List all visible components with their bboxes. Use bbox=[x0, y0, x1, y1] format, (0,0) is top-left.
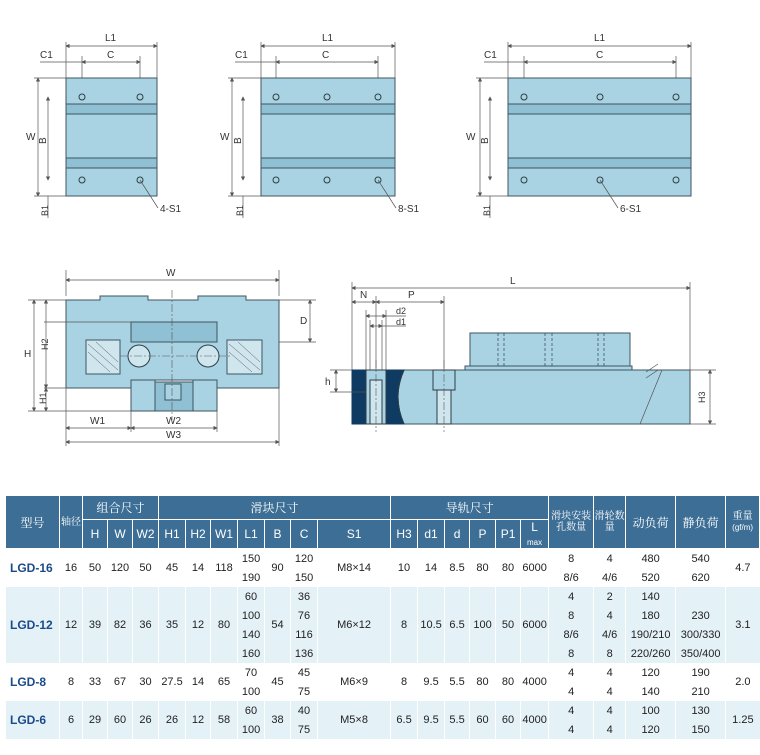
cell-C: 120 bbox=[291, 549, 318, 569]
dim-C1: C1 bbox=[40, 50, 53, 61]
cell-static-load: 210 bbox=[676, 682, 726, 701]
cell-axis: 6 bbox=[60, 701, 83, 739]
cell-weight: 3.1 bbox=[726, 587, 760, 663]
cell-H1: 26 bbox=[159, 701, 186, 739]
cell-d: 8.5 bbox=[445, 549, 470, 588]
cell-holes: 4 bbox=[549, 682, 594, 701]
cell-dynamic-load: 520 bbox=[626, 568, 676, 587]
col-L bbox=[521, 520, 549, 549]
cell-holes: 4 bbox=[549, 663, 594, 682]
cell-holes: 8 bbox=[549, 644, 594, 663]
hole-label: 8-S1 bbox=[398, 204, 420, 215]
cell-static-load: 190 bbox=[676, 663, 726, 682]
cell-wheels: 4 bbox=[594, 682, 626, 701]
col-slider: 滑块尺寸 bbox=[159, 496, 391, 520]
dim-H3: H3 bbox=[697, 391, 707, 403]
col-H2: H2 bbox=[186, 520, 211, 549]
cell-dynamic-load: 480 bbox=[626, 549, 676, 569]
dim-d2: d2 bbox=[396, 306, 407, 316]
cell-B: 45 bbox=[265, 663, 291, 701]
cell-C: 76 bbox=[291, 606, 318, 625]
col-rail: 导轨尺寸 bbox=[391, 496, 549, 520]
table-row bbox=[6, 549, 760, 569]
cell-static-load bbox=[676, 587, 726, 606]
cell-holes: 8/6 bbox=[549, 625, 594, 644]
cell-H2: 14 bbox=[186, 663, 211, 701]
dim-H2: H2 bbox=[40, 338, 50, 350]
col-W: W bbox=[108, 520, 133, 549]
cell-holes: 8 bbox=[549, 549, 594, 569]
cell-wheels: 4 bbox=[594, 663, 626, 682]
col-W1: W1 bbox=[211, 520, 238, 549]
cell-H1: 35 bbox=[159, 587, 186, 663]
dim-B1: B1 bbox=[482, 204, 492, 216]
cell-weight: 2.0 bbox=[726, 663, 760, 701]
cell-model: LGD-6 bbox=[6, 701, 60, 739]
cell-holes: 4 bbox=[549, 701, 594, 720]
table-row bbox=[6, 663, 760, 682]
cell-S1: M8×14 bbox=[318, 549, 391, 588]
dim-L: L bbox=[510, 276, 516, 287]
dim-B1: B1 bbox=[40, 204, 50, 216]
col-H1: H1 bbox=[159, 520, 186, 549]
cell-W: 120 bbox=[108, 549, 133, 588]
cell-L1: 100 bbox=[238, 682, 265, 701]
cell-P: 100 bbox=[470, 587, 496, 663]
col-L1: L1 bbox=[238, 520, 265, 549]
cell-S1: M6×12 bbox=[318, 587, 391, 663]
cell-static-load: 150 bbox=[676, 720, 726, 739]
cell-d: 6.5 bbox=[445, 587, 470, 663]
dim-P: P bbox=[408, 290, 415, 301]
cell-dynamic-load: 120 bbox=[626, 720, 676, 739]
cell-C: 136 bbox=[291, 644, 318, 663]
dim-B: B bbox=[480, 137, 491, 144]
top-view-6-holes bbox=[466, 33, 691, 218]
cell-H3: 6.5 bbox=[391, 701, 418, 739]
cell-L: 6000 bbox=[521, 549, 549, 588]
dim-D: D bbox=[300, 316, 308, 327]
cell-wheels: 4 bbox=[594, 720, 626, 739]
col-L-sub: max bbox=[527, 538, 543, 547]
cell-L1: 150 bbox=[238, 549, 265, 569]
cell-dynamic-load: 100 bbox=[626, 701, 676, 720]
cell-W2: 26 bbox=[133, 701, 159, 739]
cell-wheels: 8 bbox=[594, 644, 626, 663]
col-dynamic-load: 动负荷 bbox=[626, 496, 676, 549]
dim-B1: B1 bbox=[235, 204, 245, 216]
weight-unit: (gf/m) bbox=[732, 523, 754, 532]
col-assembly: 组合尺寸 bbox=[83, 496, 159, 520]
cell-S1: M6×9 bbox=[318, 663, 391, 701]
cell-B: 54 bbox=[265, 587, 291, 663]
cell-L: 6000 bbox=[521, 587, 549, 663]
cell-L1: 70 bbox=[238, 663, 265, 682]
cell-P1: 80 bbox=[496, 663, 521, 701]
col-static-load: 静负荷 bbox=[676, 496, 726, 549]
cell-L1: 60 bbox=[238, 587, 265, 606]
cell-dynamic-load: 190/210 bbox=[626, 625, 676, 644]
cell-model: LGD-12 bbox=[6, 587, 60, 663]
cell-W: 60 bbox=[108, 701, 133, 739]
dim-C1: C1 bbox=[235, 50, 248, 61]
cell-L1: 60 bbox=[238, 701, 265, 720]
cell-C: 45 bbox=[291, 663, 318, 682]
dim-W2: W2 bbox=[166, 416, 181, 427]
cell-H: 50 bbox=[83, 549, 108, 588]
cell-model: LGD-8 bbox=[6, 663, 60, 701]
cell-P1: 80 bbox=[496, 549, 521, 588]
cell-axis: 12 bbox=[60, 587, 83, 663]
dim-C: C bbox=[596, 50, 604, 61]
cell-model: LGD-16 bbox=[6, 549, 60, 588]
cell-W: 82 bbox=[108, 587, 133, 663]
cell-C: 75 bbox=[291, 682, 318, 701]
dim-B: B bbox=[38, 137, 49, 144]
hole-label: 6-S1 bbox=[620, 204, 642, 215]
dim-C: C bbox=[107, 50, 115, 61]
cell-d: 5.5 bbox=[445, 701, 470, 739]
cell-wheels: 4/6 bbox=[594, 625, 626, 644]
col-H3: H3 bbox=[391, 520, 418, 549]
col-S1: S1 bbox=[318, 520, 391, 549]
cell-d: 5.5 bbox=[445, 663, 470, 701]
cell-L1: 160 bbox=[238, 644, 265, 663]
cell-holes: 4 bbox=[549, 587, 594, 606]
col-H: H bbox=[83, 520, 108, 549]
dim-W1: W1 bbox=[90, 416, 105, 427]
cell-L1: 100 bbox=[238, 606, 265, 625]
dim-C1: C1 bbox=[484, 50, 497, 61]
top-view-4-holes bbox=[26, 33, 182, 218]
dim-L1: L1 bbox=[322, 33, 334, 44]
cell-L: 4000 bbox=[521, 663, 549, 701]
cell-W2: 50 bbox=[133, 549, 159, 588]
cell-static-load: 130 bbox=[676, 701, 726, 720]
dim-B: B bbox=[233, 137, 244, 144]
cell-H3: 8 bbox=[391, 663, 418, 701]
hole-label: 4-S1 bbox=[160, 204, 182, 215]
dim-L1: L1 bbox=[105, 33, 117, 44]
cell-d1: 9.5 bbox=[418, 663, 445, 701]
cell-B: 90 bbox=[265, 549, 291, 588]
cell-d1: 14 bbox=[418, 549, 445, 588]
spec-body bbox=[6, 549, 760, 740]
col-d1: d1 bbox=[418, 520, 445, 549]
cell-wheels: 4 bbox=[594, 549, 626, 569]
cell-H1: 45 bbox=[159, 549, 186, 588]
cell-static-load: 620 bbox=[676, 568, 726, 587]
cell-dynamic-load: 140 bbox=[626, 587, 676, 606]
spec-table bbox=[5, 495, 760, 739]
cell-C: 116 bbox=[291, 625, 318, 644]
cell-static-load: 230 bbox=[676, 606, 726, 625]
cell-P1: 60 bbox=[496, 701, 521, 739]
col-wheel-count: 滑轮数量 bbox=[594, 496, 626, 549]
weight-label: 重量 bbox=[732, 511, 753, 522]
col-slider-holes: 滑块安装孔数量 bbox=[549, 496, 594, 549]
dim-W: W bbox=[220, 132, 230, 143]
cell-P: 80 bbox=[470, 663, 496, 701]
cell-dynamic-load: 180 bbox=[626, 606, 676, 625]
col-W2: W2 bbox=[133, 520, 159, 549]
table-row bbox=[6, 701, 760, 720]
cell-static-load: 350/400 bbox=[676, 644, 726, 663]
cell-dynamic-load: 120 bbox=[626, 663, 676, 682]
cell-wheels: 4/6 bbox=[594, 568, 626, 587]
col-C: C bbox=[291, 520, 318, 549]
cell-W1: 80 bbox=[211, 587, 238, 663]
front-view bbox=[24, 268, 316, 446]
cell-axis: 8 bbox=[60, 663, 83, 701]
cell-dynamic-load: 140 bbox=[626, 682, 676, 701]
cell-W1: 58 bbox=[211, 701, 238, 739]
dim-H: H bbox=[24, 349, 32, 360]
cell-wheels: 2 bbox=[594, 587, 626, 606]
cell-S1: M5×8 bbox=[318, 701, 391, 739]
col-d: d bbox=[445, 520, 470, 549]
col-B: B bbox=[265, 520, 291, 549]
cell-W2: 30 bbox=[133, 663, 159, 701]
cell-L1: 190 bbox=[238, 568, 265, 587]
dim-L1: L1 bbox=[594, 33, 606, 44]
col-L-label: L bbox=[531, 520, 538, 534]
cell-C: 150 bbox=[291, 568, 318, 587]
cell-L1: 140 bbox=[238, 625, 265, 644]
top-view-8-holes bbox=[220, 33, 420, 218]
dim-H1: H1 bbox=[38, 392, 48, 404]
cell-H1: 27.5 bbox=[159, 663, 186, 701]
dim-W: W bbox=[466, 132, 476, 143]
cell-W1: 118 bbox=[211, 549, 238, 588]
cell-C: 40 bbox=[291, 701, 318, 720]
cell-H3: 8 bbox=[391, 587, 418, 663]
col-P: P bbox=[470, 520, 496, 549]
cell-W2: 36 bbox=[133, 587, 159, 663]
dim-W: W bbox=[26, 132, 36, 143]
cell-dynamic-load: 220/260 bbox=[626, 644, 676, 663]
cell-axis: 16 bbox=[60, 549, 83, 588]
cell-L1: 100 bbox=[238, 720, 265, 739]
col-P1: P1 bbox=[496, 520, 521, 549]
cell-wheels: 4 bbox=[594, 701, 626, 720]
dim-C: C bbox=[322, 50, 330, 61]
side-view bbox=[325, 276, 716, 432]
cell-P: 60 bbox=[470, 701, 496, 739]
cell-holes: 8 bbox=[549, 606, 594, 625]
table-row bbox=[6, 587, 760, 606]
cell-wheels: 4 bbox=[594, 606, 626, 625]
cell-H: 29 bbox=[83, 701, 108, 739]
header-row-top bbox=[6, 496, 760, 520]
cell-W1: 65 bbox=[211, 663, 238, 701]
cell-H2: 12 bbox=[186, 587, 211, 663]
cell-P1: 50 bbox=[496, 587, 521, 663]
dim-N: N bbox=[360, 290, 368, 301]
col-model: 型号 bbox=[6, 496, 60, 549]
cell-static-load: 540 bbox=[676, 549, 726, 569]
cell-H3: 10 bbox=[391, 549, 418, 588]
cell-H: 39 bbox=[83, 587, 108, 663]
dim-h: h bbox=[325, 377, 331, 388]
cell-d1: 9.5 bbox=[418, 701, 445, 739]
cell-holes: 4 bbox=[549, 720, 594, 739]
cell-B: 38 bbox=[265, 701, 291, 739]
dim-d1: d1 bbox=[396, 317, 407, 327]
cell-H2: 12 bbox=[186, 701, 211, 739]
cell-static-load: 300/330 bbox=[676, 625, 726, 644]
dim-W: W bbox=[166, 268, 176, 279]
cell-P: 80 bbox=[470, 549, 496, 588]
cell-H: 33 bbox=[83, 663, 108, 701]
dim-W3: W3 bbox=[166, 430, 181, 441]
cell-W: 67 bbox=[108, 663, 133, 701]
cell-d1: 10.5 bbox=[418, 587, 445, 663]
cell-L: 4000 bbox=[521, 701, 549, 739]
col-axis: 轴径 bbox=[60, 496, 83, 549]
cell-C: 36 bbox=[291, 587, 318, 606]
cell-weight: 1.25 bbox=[726, 701, 760, 739]
cell-holes: 8/6 bbox=[549, 568, 594, 587]
col-weight bbox=[726, 496, 760, 549]
cell-C: 75 bbox=[291, 720, 318, 739]
cell-weight: 4.7 bbox=[726, 549, 760, 588]
cell-H2: 14 bbox=[186, 549, 211, 588]
